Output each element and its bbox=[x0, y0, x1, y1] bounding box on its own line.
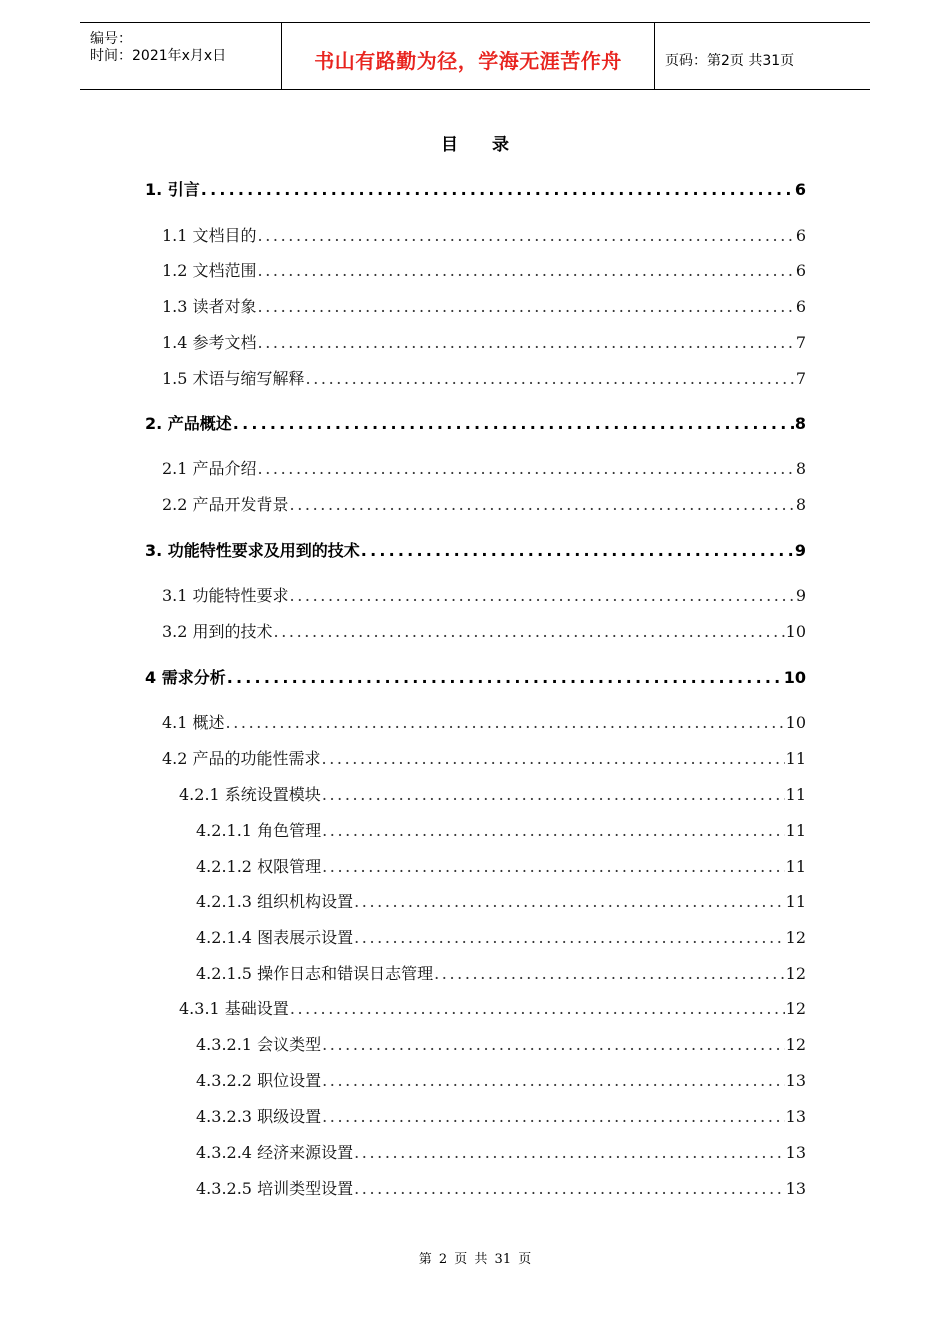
toc-entry[interactable] bbox=[162, 223, 806, 246]
toc-entry[interactable] bbox=[145, 411, 806, 434]
page-footer: 第 2 页 共 31 页 bbox=[418, 1252, 532, 1267]
toc-entry-title: 4.2.1.3 组织机构设置 bbox=[196, 892, 354, 911]
toc-leader-dots bbox=[322, 749, 785, 768]
toc-entry-page: 10 bbox=[785, 713, 806, 732]
toc-entry[interactable] bbox=[145, 177, 806, 200]
toc-leader-dots bbox=[290, 999, 785, 1018]
toc-entry[interactable] bbox=[162, 366, 806, 389]
toc-leader-dots bbox=[322, 857, 785, 876]
toc-leader-dots bbox=[354, 928, 785, 947]
toc-leader-dots bbox=[322, 1107, 785, 1126]
toc-entry-page: 13 bbox=[785, 1107, 806, 1126]
toc-entry[interactable] bbox=[196, 925, 806, 948]
toc-entry-title: 3. 功能特性要求及用到的技术 bbox=[145, 541, 360, 560]
toc-entry-title: 1.1 文档目的 bbox=[162, 226, 257, 245]
toc-entry-page: 11 bbox=[785, 892, 806, 911]
toc-entry-page: 6 bbox=[794, 180, 806, 199]
toc-entry-page: 10 bbox=[783, 668, 806, 687]
toc-entry-title: 3.2 用到的技术 bbox=[162, 622, 273, 641]
toc-entry-title: 2. 产品概述 bbox=[145, 414, 232, 433]
toc-entry-page: 11 bbox=[785, 857, 806, 876]
toc-entry-title: 4.2.1.5 操作日志和错误日志管理 bbox=[196, 964, 434, 983]
toc-entry-page: 6 bbox=[795, 297, 806, 316]
toc-entry-title: 3.1 功能特性要求 bbox=[162, 586, 289, 605]
toc-entry-title: 2.2 产品开发背景 bbox=[162, 495, 289, 514]
toc-entry-title: 4.3.2.5 培训类型设置 bbox=[196, 1179, 354, 1198]
toc-leader-dots bbox=[258, 297, 795, 316]
toc-leader-dots bbox=[201, 180, 794, 199]
document-date: 时间：2021年x月x日 bbox=[90, 48, 227, 64]
header-motto: 书山有路勤为径，学海无涯苦作舟 bbox=[314, 49, 622, 73]
toc-entry-title: 1.2 文档范围 bbox=[162, 261, 257, 280]
toc-entry-page: 9 bbox=[794, 541, 806, 560]
toc-leader-dots bbox=[226, 713, 785, 732]
toc-leader-dots bbox=[258, 261, 795, 280]
toc-entry-page: 13 bbox=[785, 1179, 806, 1198]
toc-entry-page: 13 bbox=[785, 1071, 806, 1090]
toc-leader-dots bbox=[354, 892, 785, 911]
toc-leader-dots bbox=[258, 226, 795, 245]
toc-entry[interactable] bbox=[162, 330, 806, 353]
toc-entry-page: 12 bbox=[785, 1035, 806, 1054]
toc-entry[interactable] bbox=[162, 746, 806, 769]
header-motto-cell bbox=[282, 23, 655, 89]
toc-leader-dots bbox=[227, 668, 783, 687]
toc-entry[interactable] bbox=[145, 665, 806, 688]
toc-entry-page: 6 bbox=[795, 261, 806, 280]
toc-entry[interactable] bbox=[196, 1104, 806, 1127]
toc-entry-title: 4.2.1 系统设置模块 bbox=[179, 785, 321, 804]
toc-entry[interactable] bbox=[196, 961, 806, 984]
toc-leader-dots bbox=[354, 1179, 785, 1198]
toc-entry-page: 12 bbox=[785, 928, 806, 947]
toc-entry-title: 4 需求分析 bbox=[145, 668, 226, 687]
toc-entry[interactable] bbox=[196, 1140, 806, 1163]
toc-entry-page: 7 bbox=[795, 333, 806, 352]
toc-title: 目 录 bbox=[441, 135, 523, 155]
toc-entry-page: 11 bbox=[785, 785, 806, 804]
document-number-label: 编号： bbox=[90, 31, 132, 47]
toc-entry-page: 9 bbox=[795, 586, 806, 605]
toc-entry-title: 4.3.2.3 职级设置 bbox=[196, 1107, 322, 1126]
toc-leader-dots bbox=[258, 333, 795, 352]
toc-entry-page: 8 bbox=[795, 459, 806, 478]
toc-leader-dots bbox=[361, 541, 794, 560]
toc-entry[interactable] bbox=[162, 456, 806, 479]
toc-entry-title: 1.4 参考文档 bbox=[162, 333, 257, 352]
toc-leader-dots bbox=[322, 1071, 785, 1090]
toc-entry-title: 4.2.1.2 权限管理 bbox=[196, 857, 322, 876]
toc-entry-page: 8 bbox=[795, 495, 806, 514]
toc-entry[interactable] bbox=[196, 854, 806, 877]
toc-entry[interactable] bbox=[196, 1068, 806, 1091]
toc-entry[interactable] bbox=[196, 1176, 806, 1199]
toc-entry[interactable] bbox=[162, 619, 806, 642]
toc-entry-page: 11 bbox=[785, 821, 806, 840]
toc-leader-dots bbox=[322, 785, 785, 804]
toc-entry-page: 11 bbox=[785, 749, 806, 768]
header-meta bbox=[80, 23, 282, 89]
toc-leader-dots bbox=[258, 459, 795, 478]
toc-entry-title: 1. 引言 bbox=[145, 180, 200, 199]
toc-entry-title: 4.2.1.4 图表展示设置 bbox=[196, 928, 354, 947]
toc-entry[interactable] bbox=[162, 583, 806, 606]
header-page-cell bbox=[655, 23, 870, 89]
toc-leader-dots bbox=[354, 1143, 785, 1162]
toc-entry[interactable] bbox=[196, 889, 806, 912]
toc-leader-dots bbox=[274, 622, 785, 641]
toc-leader-dots bbox=[322, 821, 785, 840]
toc-entry-title: 4.2 产品的功能性需求 bbox=[162, 749, 321, 768]
toc-entry[interactable] bbox=[196, 818, 806, 841]
toc-entry-page: 7 bbox=[795, 369, 806, 388]
toc-entry-title: 4.1 概述 bbox=[162, 713, 225, 732]
toc-entry[interactable] bbox=[162, 710, 806, 733]
toc-entry-title: 2.1 产品介绍 bbox=[162, 459, 257, 478]
toc-leader-dots bbox=[233, 414, 794, 433]
toc-entry-page: 6 bbox=[795, 226, 806, 245]
toc-leader-dots bbox=[434, 964, 785, 983]
toc-entry[interactable] bbox=[196, 1032, 806, 1055]
toc-entry-title: 1.3 读者对象 bbox=[162, 297, 257, 316]
toc-leader-dots bbox=[290, 495, 795, 514]
toc-entry-title: 4.2.1.1 角色管理 bbox=[196, 821, 322, 840]
toc-entry[interactable] bbox=[162, 294, 806, 317]
toc-entry[interactable] bbox=[162, 258, 806, 281]
toc-entry[interactable] bbox=[179, 782, 806, 805]
toc-leader-dots bbox=[290, 586, 795, 605]
toc-entry-title: 4.3.2.1 会议类型 bbox=[196, 1035, 322, 1054]
page-header bbox=[80, 22, 870, 90]
header-page-info: 页码：第2页 共31页 bbox=[665, 53, 795, 69]
toc-entry-page: 12 bbox=[785, 999, 806, 1018]
toc-entry[interactable] bbox=[162, 492, 806, 515]
toc-entry-title: 4.3.2.4 经济来源设置 bbox=[196, 1143, 354, 1162]
toc-entry-page: 12 bbox=[785, 964, 806, 983]
toc-entry[interactable] bbox=[145, 538, 806, 561]
toc-entry-title: 4.3.2.2 职位设置 bbox=[196, 1071, 322, 1090]
toc-entry-page: 8 bbox=[794, 414, 806, 433]
toc-entry-title: 1.5 术语与缩写解释 bbox=[162, 369, 305, 388]
toc-entry[interactable] bbox=[179, 996, 806, 1019]
toc-entry-page: 10 bbox=[785, 622, 806, 641]
toc-leader-dots bbox=[306, 369, 795, 388]
toc-leader-dots bbox=[322, 1035, 785, 1054]
toc-entry-title: 4.3.1 基础设置 bbox=[179, 999, 289, 1018]
toc-entry-page: 13 bbox=[785, 1143, 806, 1162]
